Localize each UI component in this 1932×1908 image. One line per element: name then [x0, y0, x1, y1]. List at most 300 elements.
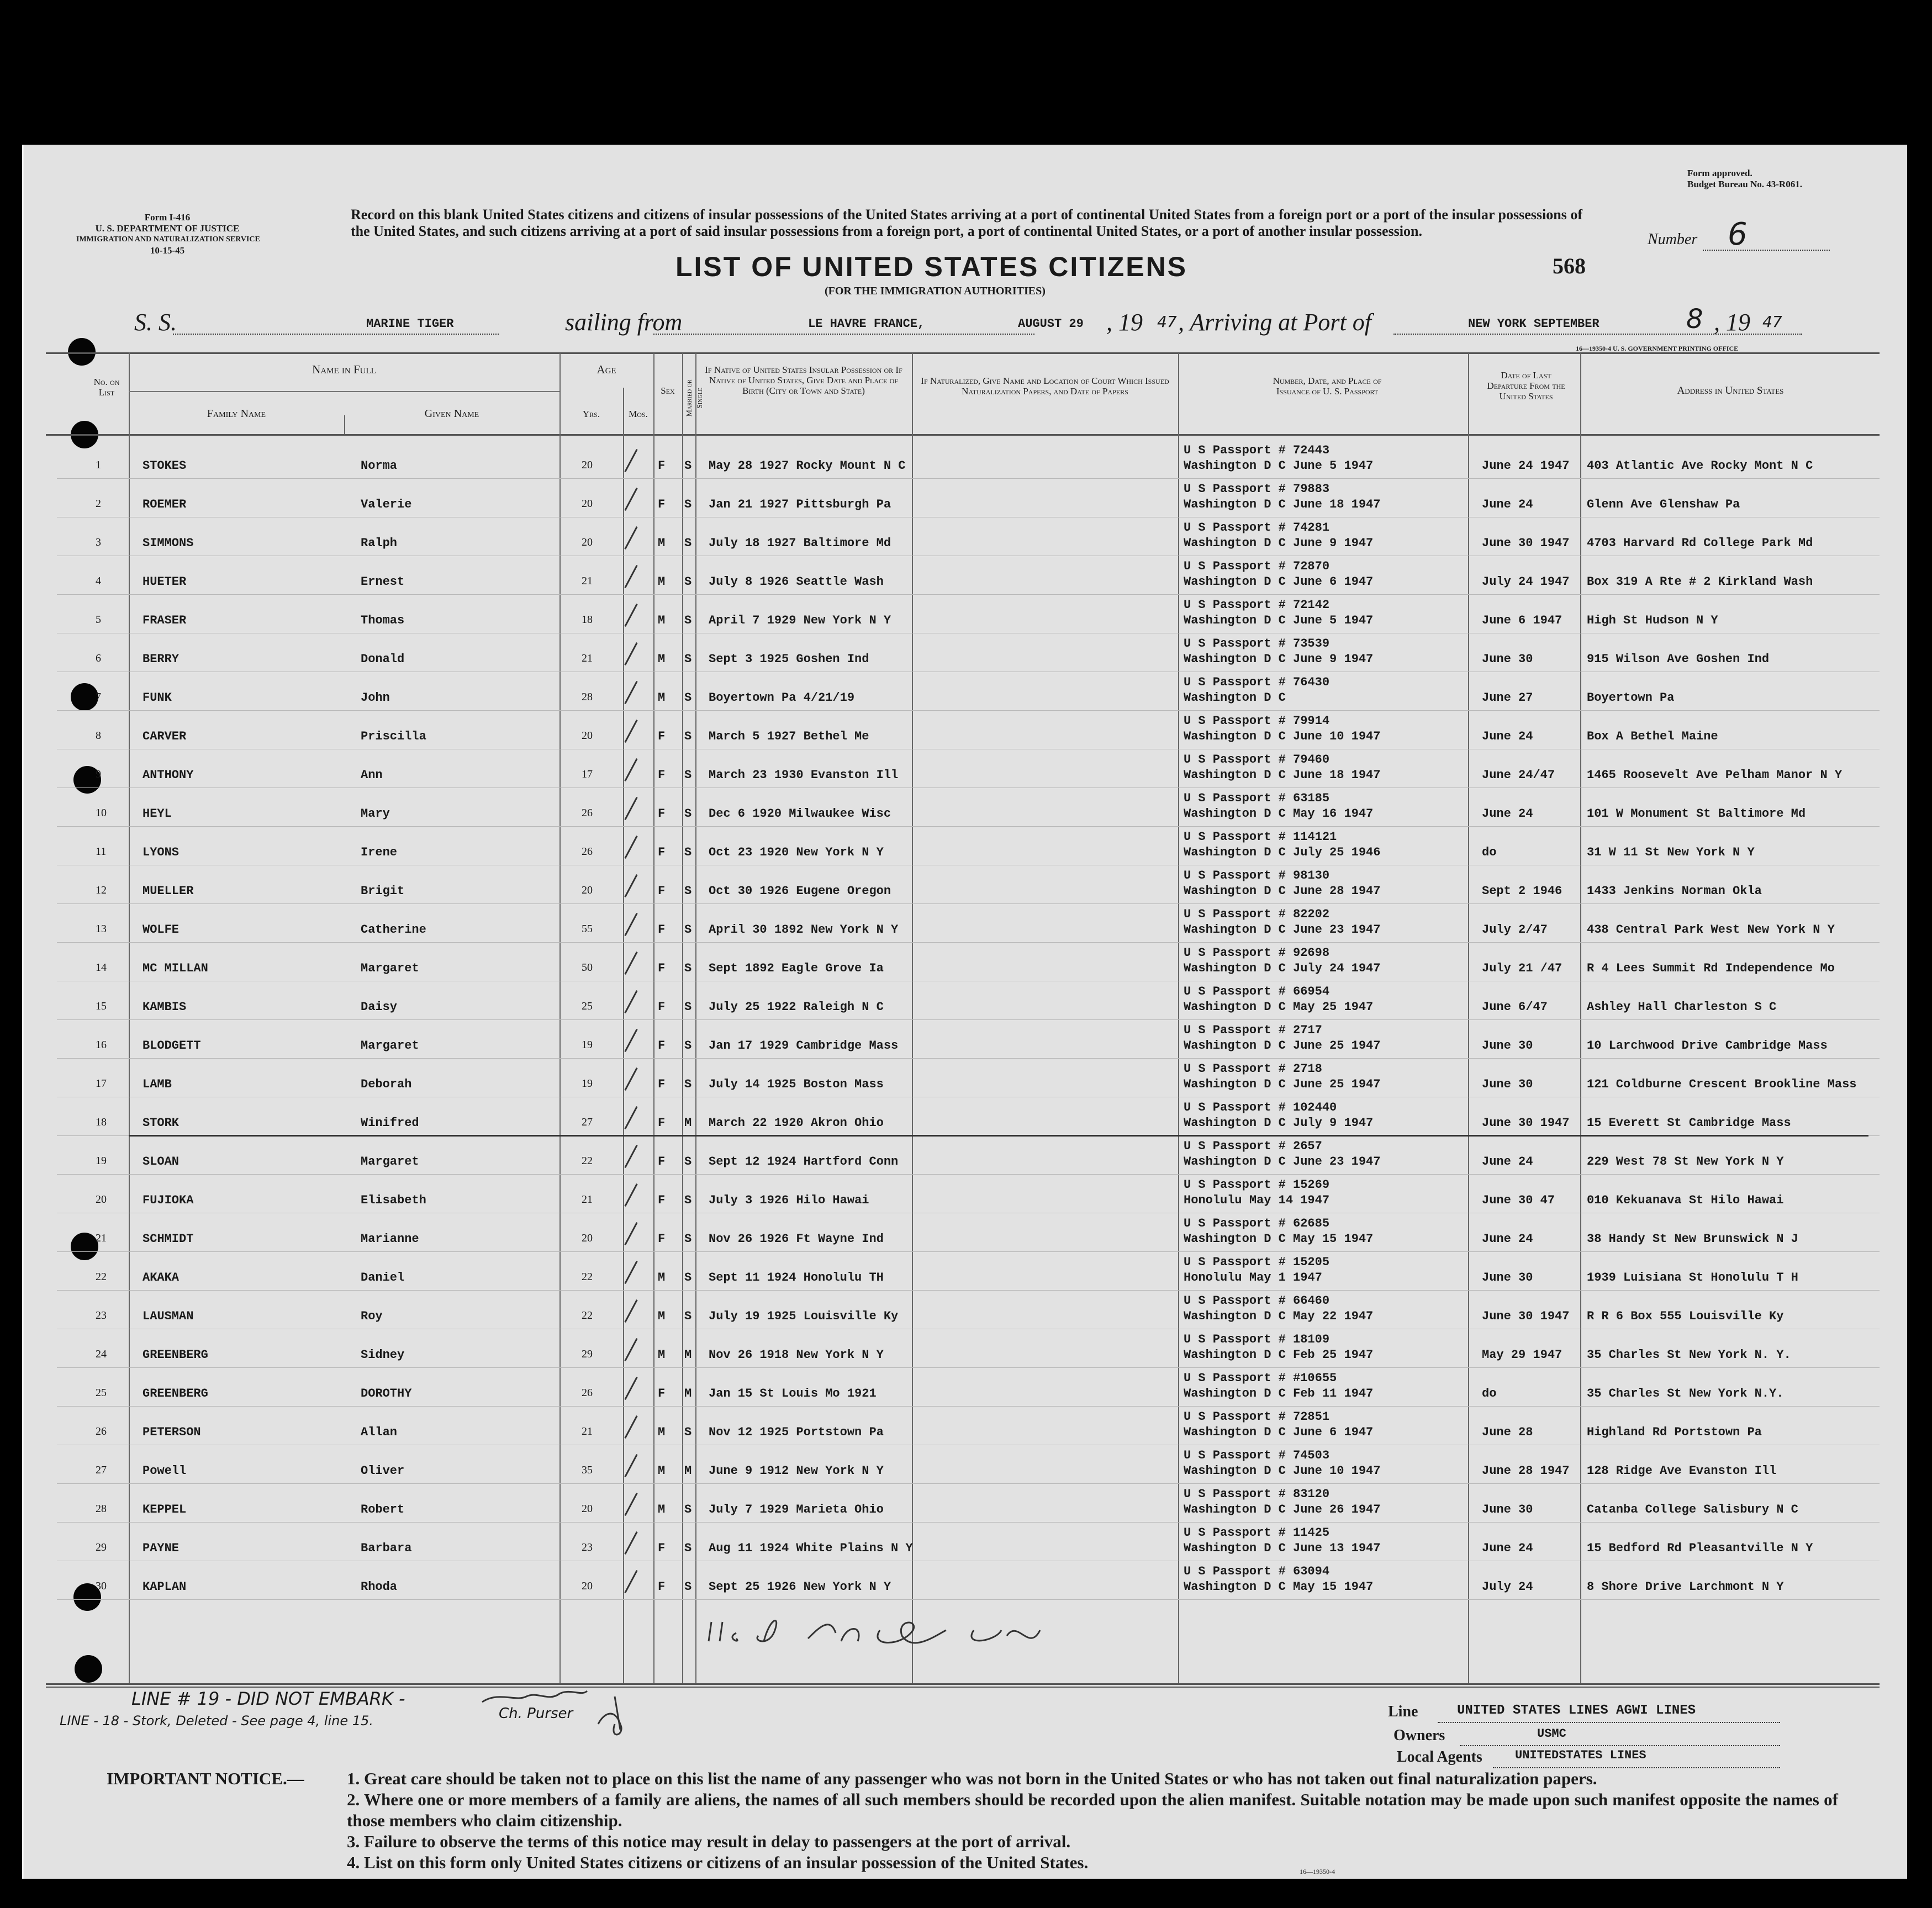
check-mark: [624, 642, 637, 665]
departure-date: June 24: [1482, 1541, 1533, 1555]
passport-number: U S Passport # 79883: [1184, 482, 1330, 496]
family-name: STOKES: [142, 459, 187, 473]
page-number: 568: [1553, 253, 1586, 278]
passport-number: U S Passport # 79460: [1184, 753, 1330, 767]
family-name: MUELLER: [142, 884, 194, 898]
marital-status: S: [684, 1541, 692, 1555]
given-name: Barbara: [361, 1541, 412, 1555]
age-years: 21: [582, 1193, 593, 1206]
us-address: High St Hudson N Y: [1587, 614, 1718, 627]
birth-date-place: Sept 12 1924 Hartford Conn: [709, 1155, 899, 1169]
row-number: 15: [96, 1000, 107, 1012]
header-age: Age: [597, 363, 616, 376]
passport-number: U S Passport # 76430: [1184, 675, 1330, 689]
departure-date: June 28 1947: [1482, 1464, 1570, 1478]
marital-status: S: [684, 845, 692, 859]
marital-status: S: [684, 1193, 692, 1207]
age-years: 27: [582, 1116, 593, 1128]
departure-date: June 24: [1482, 1155, 1533, 1169]
arriving-year-prefix: , 19: [1714, 309, 1750, 336]
departure-date: June 24/47: [1482, 768, 1555, 782]
age-years: 18: [582, 614, 593, 626]
family-name: CARVER: [142, 730, 187, 743]
row-number: 27: [96, 1464, 107, 1476]
passport-issued: Washington D C May 15 1947: [1184, 1580, 1374, 1594]
marital-status: M: [684, 1387, 692, 1400]
us-address: R R 6 Box 555 Louisville Ky: [1587, 1309, 1784, 1323]
passport-issued: Washington D C May 25 1947: [1184, 1000, 1374, 1014]
check-mark: [624, 488, 637, 511]
sex: M: [658, 614, 666, 627]
sex: M: [658, 1503, 666, 1516]
given-name: Irene: [361, 845, 398, 859]
given-name: Ann: [361, 768, 383, 782]
check-mark: [624, 990, 637, 1013]
passport-issued: Washington D C July 24 1947: [1184, 961, 1381, 975]
ship-name: MARINE TIGER: [366, 317, 454, 331]
line-label: Line: [1388, 1703, 1418, 1720]
row-number: 14: [96, 961, 107, 974]
marital-status: S: [684, 1425, 692, 1439]
departure-date: June 24: [1482, 807, 1533, 821]
check-mark: [624, 1183, 637, 1207]
marital-status: S: [684, 459, 692, 473]
age-years: 20: [582, 1503, 593, 1515]
passport-issued: Washington D C June 23 1947: [1184, 923, 1381, 937]
row-number: 25: [96, 1387, 107, 1399]
us-address: 38 Handy St New Brunswick N J: [1587, 1232, 1798, 1246]
passport-issued: Washington D C July 9 1947: [1184, 1116, 1374, 1130]
us-address: 8 Shore Drive Larchmont N Y: [1587, 1580, 1784, 1594]
sex: F: [658, 1580, 666, 1594]
row-number: 28: [96, 1503, 107, 1515]
given-name: Allan: [361, 1425, 398, 1439]
passport-issued: Washington D C June 18 1947: [1184, 768, 1381, 782]
family-name: WOLFE: [142, 923, 180, 937]
age-years: 26: [582, 845, 593, 858]
intro-text: Record on this blank United States citizens and citizens of insular possessions of the United States arriving at a port of continental United States from a foreign port or a port of the insular possessions of the United States, and such citizens arriving at a port of said insular possessions from a foreign port, a port of continental United States, or a port of another insular possession.: [351, 207, 1582, 239]
passport-issued: Washington D C July 25 1946: [1184, 845, 1381, 859]
agents-value: UNITEDSTATES LINES: [1515, 1748, 1646, 1762]
age-years: 17: [582, 768, 593, 780]
sailing-year-prefix: , 19: [1106, 309, 1143, 336]
given-name: Mary: [361, 807, 390, 821]
row-number: 17: [96, 1077, 107, 1090]
sex: F: [658, 807, 666, 821]
row-number: 11: [96, 845, 107, 858]
departure-date: July 24: [1482, 1580, 1533, 1594]
sex: F: [658, 1232, 666, 1246]
table-row: [24, 1291, 1846, 1329]
us-address: Ashley Hall Charleston S C: [1587, 1000, 1777, 1014]
family-name: STORK: [142, 1116, 180, 1130]
birth-date-place: Sept 25 1926 New York N Y: [709, 1580, 891, 1594]
us-address: R 4 Lees Summit Rd Independence Mo: [1587, 961, 1835, 975]
row-number: 9: [96, 768, 101, 780]
sex: F: [658, 1193, 666, 1207]
arriving-year: 47: [1762, 313, 1782, 331]
row-number: 7: [96, 691, 101, 703]
us-address: Boyertown Pa: [1587, 691, 1675, 705]
us-address: 010 Kekuanava St Hilo Hawai: [1587, 1193, 1784, 1207]
given-name: Donald: [361, 652, 405, 666]
given-name: Winifred: [361, 1116, 419, 1130]
given-name: Oliver: [361, 1464, 405, 1478]
notice-3: 3. Failure to observe the terms of this notice may result in delay to passengers at the port of arrival.: [347, 1832, 1071, 1851]
header-address: Address in United States: [1677, 385, 1784, 397]
sex: M: [658, 652, 666, 666]
row-number: 2: [96, 498, 101, 510]
printer-mark: 16—19350-4 U. S. GOVERNMENT PRINTING OFFICE: [1576, 345, 1739, 352]
us-address: Highland Rd Portstown Pa: [1587, 1425, 1762, 1439]
marital-status: S: [684, 1000, 692, 1014]
age-years: 26: [582, 807, 593, 819]
age-years: 22: [582, 1271, 593, 1283]
check-mark: [624, 1145, 637, 1168]
age-years: 20: [582, 1232, 593, 1244]
check-mark: [624, 1222, 637, 1245]
check-mark: [624, 1338, 637, 1361]
given-name: Valerie: [361, 498, 412, 511]
signature: [698, 1608, 1095, 1663]
given-name: Norma: [361, 459, 398, 473]
passport-number: U S Passport # 62685: [1184, 1217, 1330, 1230]
family-name: FUJIOKA: [142, 1193, 194, 1207]
birth-date-place: July 8 1926 Seattle Wash: [709, 575, 884, 589]
check-mark: [624, 1493, 637, 1516]
manifest-sheet: [22, 145, 1907, 1879]
age-years: 19: [582, 1039, 593, 1051]
check-mark: [624, 1415, 637, 1439]
birth-date-place: July 14 1925 Boston Mass: [709, 1077, 884, 1091]
header-mos: Mos.: [629, 409, 648, 419]
given-name: Margaret: [361, 1155, 419, 1169]
check-mark: [624, 526, 637, 549]
family-name: LAUSMAN: [142, 1309, 194, 1323]
row-number: 10: [96, 807, 107, 819]
us-address: 1465 Roosevelt Ave Pelham Manor N Y: [1587, 768, 1843, 782]
check-mark: [624, 681, 637, 704]
birth-date-place: Jan 17 1929 Cambridge Mass: [709, 1039, 899, 1053]
birth-date-place: Nov 26 1918 New York N Y: [709, 1348, 884, 1362]
given-name: Priscilla: [361, 730, 426, 743]
family-name: PETERSON: [142, 1425, 201, 1439]
table-row: [24, 788, 1846, 827]
us-address: Box 319 A Rte # 2 Kirkland Wash: [1587, 575, 1813, 589]
birth-date-place: July 7 1929 Marieta Ohio: [709, 1503, 884, 1516]
passport-number: U S Passport # 74281: [1184, 521, 1330, 535]
given-name: Elisabeth: [361, 1193, 426, 1207]
us-address: 915 Wilson Ave Goshen Ind: [1587, 652, 1770, 666]
sailing-year: 47: [1157, 313, 1177, 331]
sex: F: [658, 884, 666, 898]
header-family: Family Name: [207, 408, 266, 420]
age-years: 19: [582, 1077, 593, 1090]
check-mark: [624, 449, 637, 472]
line-value: UNITED STATES LINES AGWI LINES: [1457, 1703, 1696, 1718]
row-number: 3: [96, 536, 101, 548]
passport-issued: Washington D C June 5 1947: [1184, 614, 1374, 627]
table-row: [24, 1407, 1846, 1445]
passport-issued: Washington D C June 5 1947: [1184, 459, 1374, 473]
birth-date-place: Dec 6 1920 Milwaukee Wisc: [709, 807, 891, 821]
age-years: 25: [582, 1000, 593, 1012]
age-years: 29: [582, 1348, 593, 1360]
passport-issued: Washington D C June 28 1947: [1184, 884, 1381, 898]
number-label: Number: [1648, 231, 1698, 248]
passport-issued: Washington D C May 16 1947: [1184, 807, 1374, 821]
table-row: [24, 904, 1846, 943]
given-name: Marianne: [361, 1232, 419, 1246]
passport-issued: Washington D C June 18 1947: [1184, 498, 1381, 511]
sex: F: [658, 1039, 666, 1053]
check-mark: [624, 1067, 637, 1091]
birth-date-place: Sept 1892 Eagle Grove Ia: [709, 961, 884, 975]
us-address: 438 Central Park West New York N Y: [1587, 923, 1835, 937]
form-approval: Form approved. Budget Bureau No. 43-R061.: [1687, 168, 1802, 189]
table-row: [24, 865, 1846, 904]
given-name: Rhoda: [361, 1580, 398, 1594]
age-years: 20: [582, 884, 593, 896]
given-name: Catherine: [361, 923, 426, 937]
passport-issued: Washington D C June 10 1947: [1184, 1464, 1381, 1478]
age-years: 21: [582, 652, 593, 664]
marital-status: S: [684, 807, 692, 821]
family-name: HEYL: [142, 807, 172, 821]
row-number: 13: [96, 923, 107, 935]
arriving-port: NEW YORK SEPTEMBER: [1468, 317, 1600, 331]
header-passport: Number, Date, and Place of Issuance of U. S. Passport: [1273, 376, 1382, 397]
table-row: [24, 1136, 1846, 1175]
marital-status: S: [684, 614, 692, 627]
given-name: Deborah: [361, 1077, 412, 1091]
owners-label: Owners: [1393, 1727, 1445, 1744]
marital-status: S: [684, 768, 692, 782]
passport-number: U S Passport # 83120: [1184, 1487, 1330, 1501]
form-id-block: Form I-416 U. S. DEPARTMENT OF JUSTICE IMMIGRATION AND NATURALIZATION SERVICE 10-15-45: [76, 212, 260, 256]
header-departure: Date of Last Departure From the United States: [1487, 370, 1565, 401]
check-mark: [624, 1531, 637, 1555]
sex: M: [658, 1425, 666, 1439]
marital-status: S: [684, 536, 692, 550]
table-row: [24, 827, 1846, 865]
row-number: 4: [96, 575, 101, 587]
passport-number: U S Passport # 72870: [1184, 559, 1330, 573]
us-address: 403 Atlantic Ave Rocky Mont N C: [1587, 459, 1813, 473]
header-no: No. on List: [93, 377, 120, 398]
table-row: [24, 633, 1846, 672]
marital-status: M: [684, 1464, 692, 1478]
header-name-in-full: Name in Full: [312, 363, 376, 376]
us-address: 31 W 11 St New York N Y: [1587, 845, 1755, 859]
line-18-strikeout: [129, 1135, 1868, 1137]
marital-status: M: [684, 1116, 692, 1130]
us-address: 15 Everett St Cambridge Mass: [1587, 1116, 1791, 1130]
row-number: 22: [96, 1271, 107, 1283]
check-mark: [624, 1377, 637, 1400]
given-name: DOROTHY: [361, 1387, 412, 1400]
check-mark: [624, 565, 637, 588]
sailing-date: AUGUST 29: [1018, 317, 1084, 331]
age-years: 23: [582, 1541, 593, 1553]
passport-issued: Washington D C June 13 1947: [1184, 1541, 1381, 1555]
family-name: ROEMER: [142, 498, 187, 511]
departure-date: June 24: [1482, 1232, 1533, 1246]
birth-date-place: Oct 30 1926 Eugene Oregon: [709, 884, 891, 898]
birth-date-place: Jan 21 1927 Pittsburgh Pa: [709, 498, 891, 511]
birth-date-place: Nov 12 1925 Portstown Pa: [709, 1425, 884, 1439]
departure-date: June 24: [1482, 730, 1533, 743]
age-years: 20: [582, 730, 593, 742]
family-name: SIMMONS: [142, 536, 194, 550]
annotation-line-18: LINE - 18 - Stork, Deleted - See page 4, line 15.: [60, 1713, 373, 1729]
us-address: Catanba College Salisbury N C: [1587, 1503, 1798, 1516]
age-years: 28: [582, 691, 593, 703]
marital-status: S: [684, 652, 692, 666]
table-row: [24, 943, 1846, 981]
marital-status: S: [684, 1232, 692, 1246]
departure-date: June 24: [1482, 498, 1533, 511]
check-mark: [624, 913, 637, 936]
passport-number: U S Passport # 66460: [1184, 1294, 1330, 1308]
passport-number: U S Passport # 63094: [1184, 1565, 1330, 1578]
departure-date: June 27: [1482, 691, 1533, 705]
passport-number: U S Passport # 66954: [1184, 985, 1330, 998]
departure-date: June 6 1947: [1482, 614, 1563, 627]
row-number: 8: [96, 730, 101, 742]
sex: M: [658, 575, 666, 589]
sex: F: [658, 498, 666, 511]
age-years: 55: [582, 923, 593, 935]
table-row: [24, 1523, 1846, 1561]
sex: M: [658, 691, 666, 705]
age-years: 21: [582, 1425, 593, 1437]
row-number: 5: [96, 614, 101, 626]
passport-number: U S Passport # 73539: [1184, 637, 1330, 651]
table-row: [24, 672, 1846, 711]
given-name: Margaret: [361, 1039, 419, 1053]
check-mark: [624, 1106, 637, 1129]
row-number: 23: [96, 1309, 107, 1322]
row-number: 12: [96, 884, 107, 896]
passport-issued: Washington D C May 15 1947: [1184, 1232, 1374, 1246]
notice-1: 1. Great care should be taken not to place on this list the name of any passenger who was not born in the United States or who has not taken out final naturalization papers.: [347, 1769, 1597, 1788]
passport-number: U S Passport # 2718: [1184, 1062, 1322, 1076]
sex: F: [658, 1541, 666, 1555]
family-name: FRASER: [142, 614, 187, 627]
row-number: 1: [96, 459, 101, 471]
family-name: MC MILLAN: [142, 961, 208, 975]
birth-date-place: July 18 1927 Baltimore Md: [709, 536, 891, 550]
annotation-line-19: LINE # 19 - DID NOT EMBARK -: [131, 1688, 405, 1709]
family-name: LAMB: [142, 1077, 172, 1091]
birth-date-place: Nov 26 1926 Ft Wayne Ind: [709, 1232, 884, 1246]
us-address: Glenn Ave Glenshaw Pa: [1587, 498, 1740, 511]
marital-status: S: [684, 1039, 692, 1053]
check-mark: [624, 1029, 637, 1052]
us-address: 4703 Harvard Rd College Park Md: [1587, 536, 1813, 550]
departure-date: June 30: [1482, 1271, 1533, 1285]
us-address: 35 Charles St New York N.Y.: [1587, 1387, 1784, 1400]
table-row: [24, 1097, 1846, 1136]
passport-issued: Washington D C June 6 1947: [1184, 575, 1374, 589]
passport-issued: Washington D C June 6 1947: [1184, 1425, 1374, 1439]
check-mark: [624, 1454, 637, 1477]
sex: F: [658, 1077, 666, 1091]
notice-title: IMPORTANT NOTICE.—: [107, 1769, 304, 1788]
us-address: Box A Bethel Maine: [1587, 730, 1718, 743]
passport-issued: Honolulu May 1 1947: [1184, 1271, 1322, 1285]
passport-issued: Washington D C: [1184, 691, 1286, 705]
table-row: [24, 1368, 1846, 1407]
age-years: 20: [582, 498, 593, 510]
given-name: Thomas: [361, 614, 405, 627]
birth-date-place: March 22 1920 Akron Ohio: [709, 1116, 884, 1130]
binder-hole: [68, 338, 96, 366]
agents-label: Local Agents: [1397, 1748, 1482, 1766]
marital-status: S: [684, 1503, 692, 1516]
age-years: 22: [582, 1155, 593, 1167]
sex: F: [658, 768, 666, 782]
sex: F: [658, 1155, 666, 1169]
birth-date-place: March 23 1930 Evanston Ill: [709, 768, 899, 782]
age-years: 35: [582, 1464, 593, 1476]
notice-4: 4. List on this form only United States citizens or citizens of an insular possession of the United States.: [347, 1853, 1089, 1872]
number-value: 6: [1728, 216, 1748, 252]
table-row: [24, 1175, 1846, 1213]
marital-status: S: [684, 1580, 692, 1594]
us-address: 15 Bedford Rd Pleasantville N Y: [1587, 1541, 1813, 1555]
page-subtitle: (FOR THE IMMIGRATION AUTHORITIES): [825, 285, 1046, 297]
row-number: 24: [96, 1348, 107, 1360]
us-address: 101 W Monument St Baltimore Md: [1587, 807, 1806, 821]
us-address: 1433 Jenkins Norman Okla: [1587, 884, 1762, 898]
age-years: 22: [582, 1309, 593, 1322]
table-row: [24, 1561, 1846, 1600]
row-number: 6: [96, 652, 101, 664]
departure-date: June 30: [1482, 1503, 1533, 1516]
header-sex: Sex: [661, 385, 675, 396]
us-address: 128 Ridge Ave Evanston Ill: [1587, 1464, 1777, 1478]
passport-number: U S Passport # 82202: [1184, 907, 1330, 921]
passport-issued: Washington D C June 23 1947: [1184, 1155, 1381, 1169]
birth-date-place: March 5 1927 Bethel Me: [709, 730, 869, 743]
passport-number: U S Passport # 11425: [1184, 1526, 1330, 1540]
sailing-from-port: LE HAVRE FRANCE,: [808, 317, 925, 331]
given-name: Ralph: [361, 536, 398, 550]
check-mark: [624, 836, 637, 859]
given-name: Robert: [361, 1503, 405, 1516]
sex: M: [658, 1309, 666, 1323]
marital-status: S: [684, 730, 692, 743]
check-mark: [624, 1570, 637, 1593]
header-native: If Native of United States Insular Possession or If Native of United States, Give Date and Place of Birth (City or Town and State): [705, 364, 902, 396]
given-name: Daisy: [361, 1000, 398, 1014]
sex: F: [658, 1000, 666, 1014]
marital-status: S: [684, 1155, 692, 1169]
passport-number: U S Passport # 74503: [1184, 1449, 1330, 1462]
passport-issued: Washington D C Feb 11 1947: [1184, 1387, 1374, 1400]
birth-date-place: Oct 23 1920 New York N Y: [709, 845, 884, 859]
family-name: SLOAN: [142, 1155, 180, 1169]
departure-date: July 24 1947: [1482, 575, 1570, 589]
birth-date-place: July 19 1925 Louisville Ky: [709, 1309, 899, 1323]
family-name: KAMBIS: [142, 1000, 187, 1014]
passport-issued: Washington D C June 26 1947: [1184, 1503, 1381, 1516]
us-address: 121 Coldburne Crescent Brookline Mass: [1587, 1077, 1857, 1091]
given-name: Brigit: [361, 884, 405, 898]
us-address: 35 Charles St New York N. Y.: [1587, 1348, 1791, 1362]
